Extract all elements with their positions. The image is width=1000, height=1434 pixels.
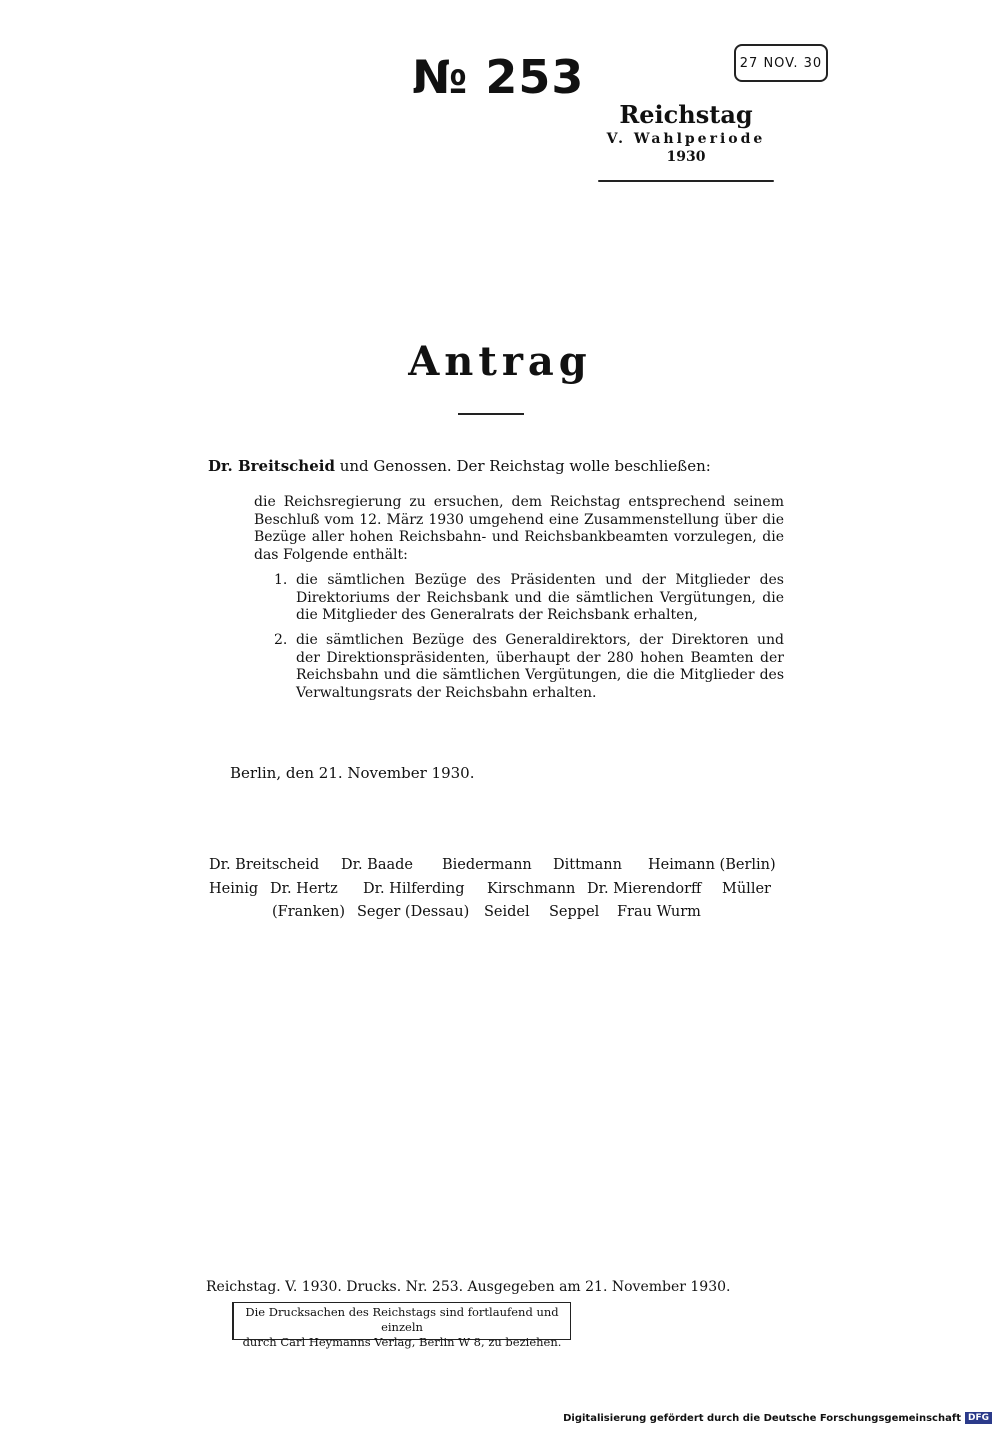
dfg-logo: DFG	[965, 1412, 992, 1424]
intro-line	[208, 455, 808, 477]
signatory: Müller	[722, 881, 771, 897]
date-stamp: 27 NOV. 30	[734, 44, 828, 82]
signatory: Seidel	[484, 904, 530, 920]
footer-line: Reichstag. V. 1930. Drucks. Nr. 253. Ausgegeben am 21. November 1930.	[206, 1279, 731, 1295]
signatory: Dr. Baade	[341, 857, 413, 873]
signatory: Dr. Mierendorff	[587, 881, 702, 897]
body-paragraph: die Reichsregierung zu ersuchen, dem Reichstag entsprechend seinem Beschluß vom 12. März 1930 umgehend eine Zusammenstellung über die Bezüge aller hohen Reichsbahn- und Reichsbankbeamten vorzulegen, die das Folgende enthält:	[254, 494, 784, 563]
title-rule	[458, 413, 524, 415]
digitization-text: Digitalisierung gefördert durch die Deutsche Forschungsgemeinschaft	[563, 1412, 961, 1424]
signatory: Dittmann	[553, 857, 622, 873]
wahlperiode: V. Wahlperiode	[606, 131, 766, 147]
year: 1930	[666, 149, 706, 165]
document-number: № 253	[412, 50, 585, 104]
item-number: 1.	[274, 572, 288, 588]
signatory: Dr. Breitscheid	[209, 857, 320, 873]
signatory: Heinig	[209, 881, 259, 897]
list-item: die sämtlichen Bezüge des Präsidenten und der Mitglieder des Direktoriums der Reichsbank und die sämtlichen Vergütungen, die die Mitglieder des Generalrats der Reichsbank erhalten,	[296, 572, 784, 623]
signatory: Seppel	[549, 904, 600, 920]
signatory: Biedermann	[442, 857, 532, 873]
place-date: Berlin, den 21. November 1930.	[230, 764, 475, 782]
signatory: Heimann (Berlin)	[648, 857, 776, 873]
reichstag-header	[598, 100, 774, 165]
header-rule	[598, 180, 774, 182]
signatory: (Franken)	[272, 904, 345, 920]
intro-author: Dr. Breitscheid	[208, 457, 335, 475]
signatory: Dr. Hertz	[270, 881, 338, 897]
footer-notice-box	[232, 1302, 571, 1349]
intro-text: und Genossen. Der Reichstag wolle beschließen:	[339, 457, 711, 475]
signatory: Kirschmann	[487, 881, 576, 897]
signatory: Frau Wurm	[617, 904, 701, 920]
list-item: die sämtlichen Bezüge des Generaldirektors, der Direktoren und der Direktionspräsidenten, überhaupt der 280 hohen Beamten der Reichsbahn und die sämtlichen Vergütungen, die die Mitglieder des Verwaltungsrats der Reichsbahn erhalten.	[296, 632, 784, 701]
digitization-note	[563, 1412, 992, 1424]
reichstag-title: Reichstag	[619, 100, 753, 129]
signatory: Dr. Hilferding	[363, 881, 465, 897]
footer-notice-line: durch Carl Heymanns Verlag, Berlin W 8, zu beziehen.	[242, 1335, 562, 1349]
item-number: 2.	[274, 632, 288, 648]
footer-notice-line: Die Drucksachen des Reichstags sind fortlaufend und einzeln	[245, 1305, 559, 1334]
document-title: Antrag	[408, 338, 592, 385]
signatory: Seger (Dessau)	[357, 904, 470, 920]
